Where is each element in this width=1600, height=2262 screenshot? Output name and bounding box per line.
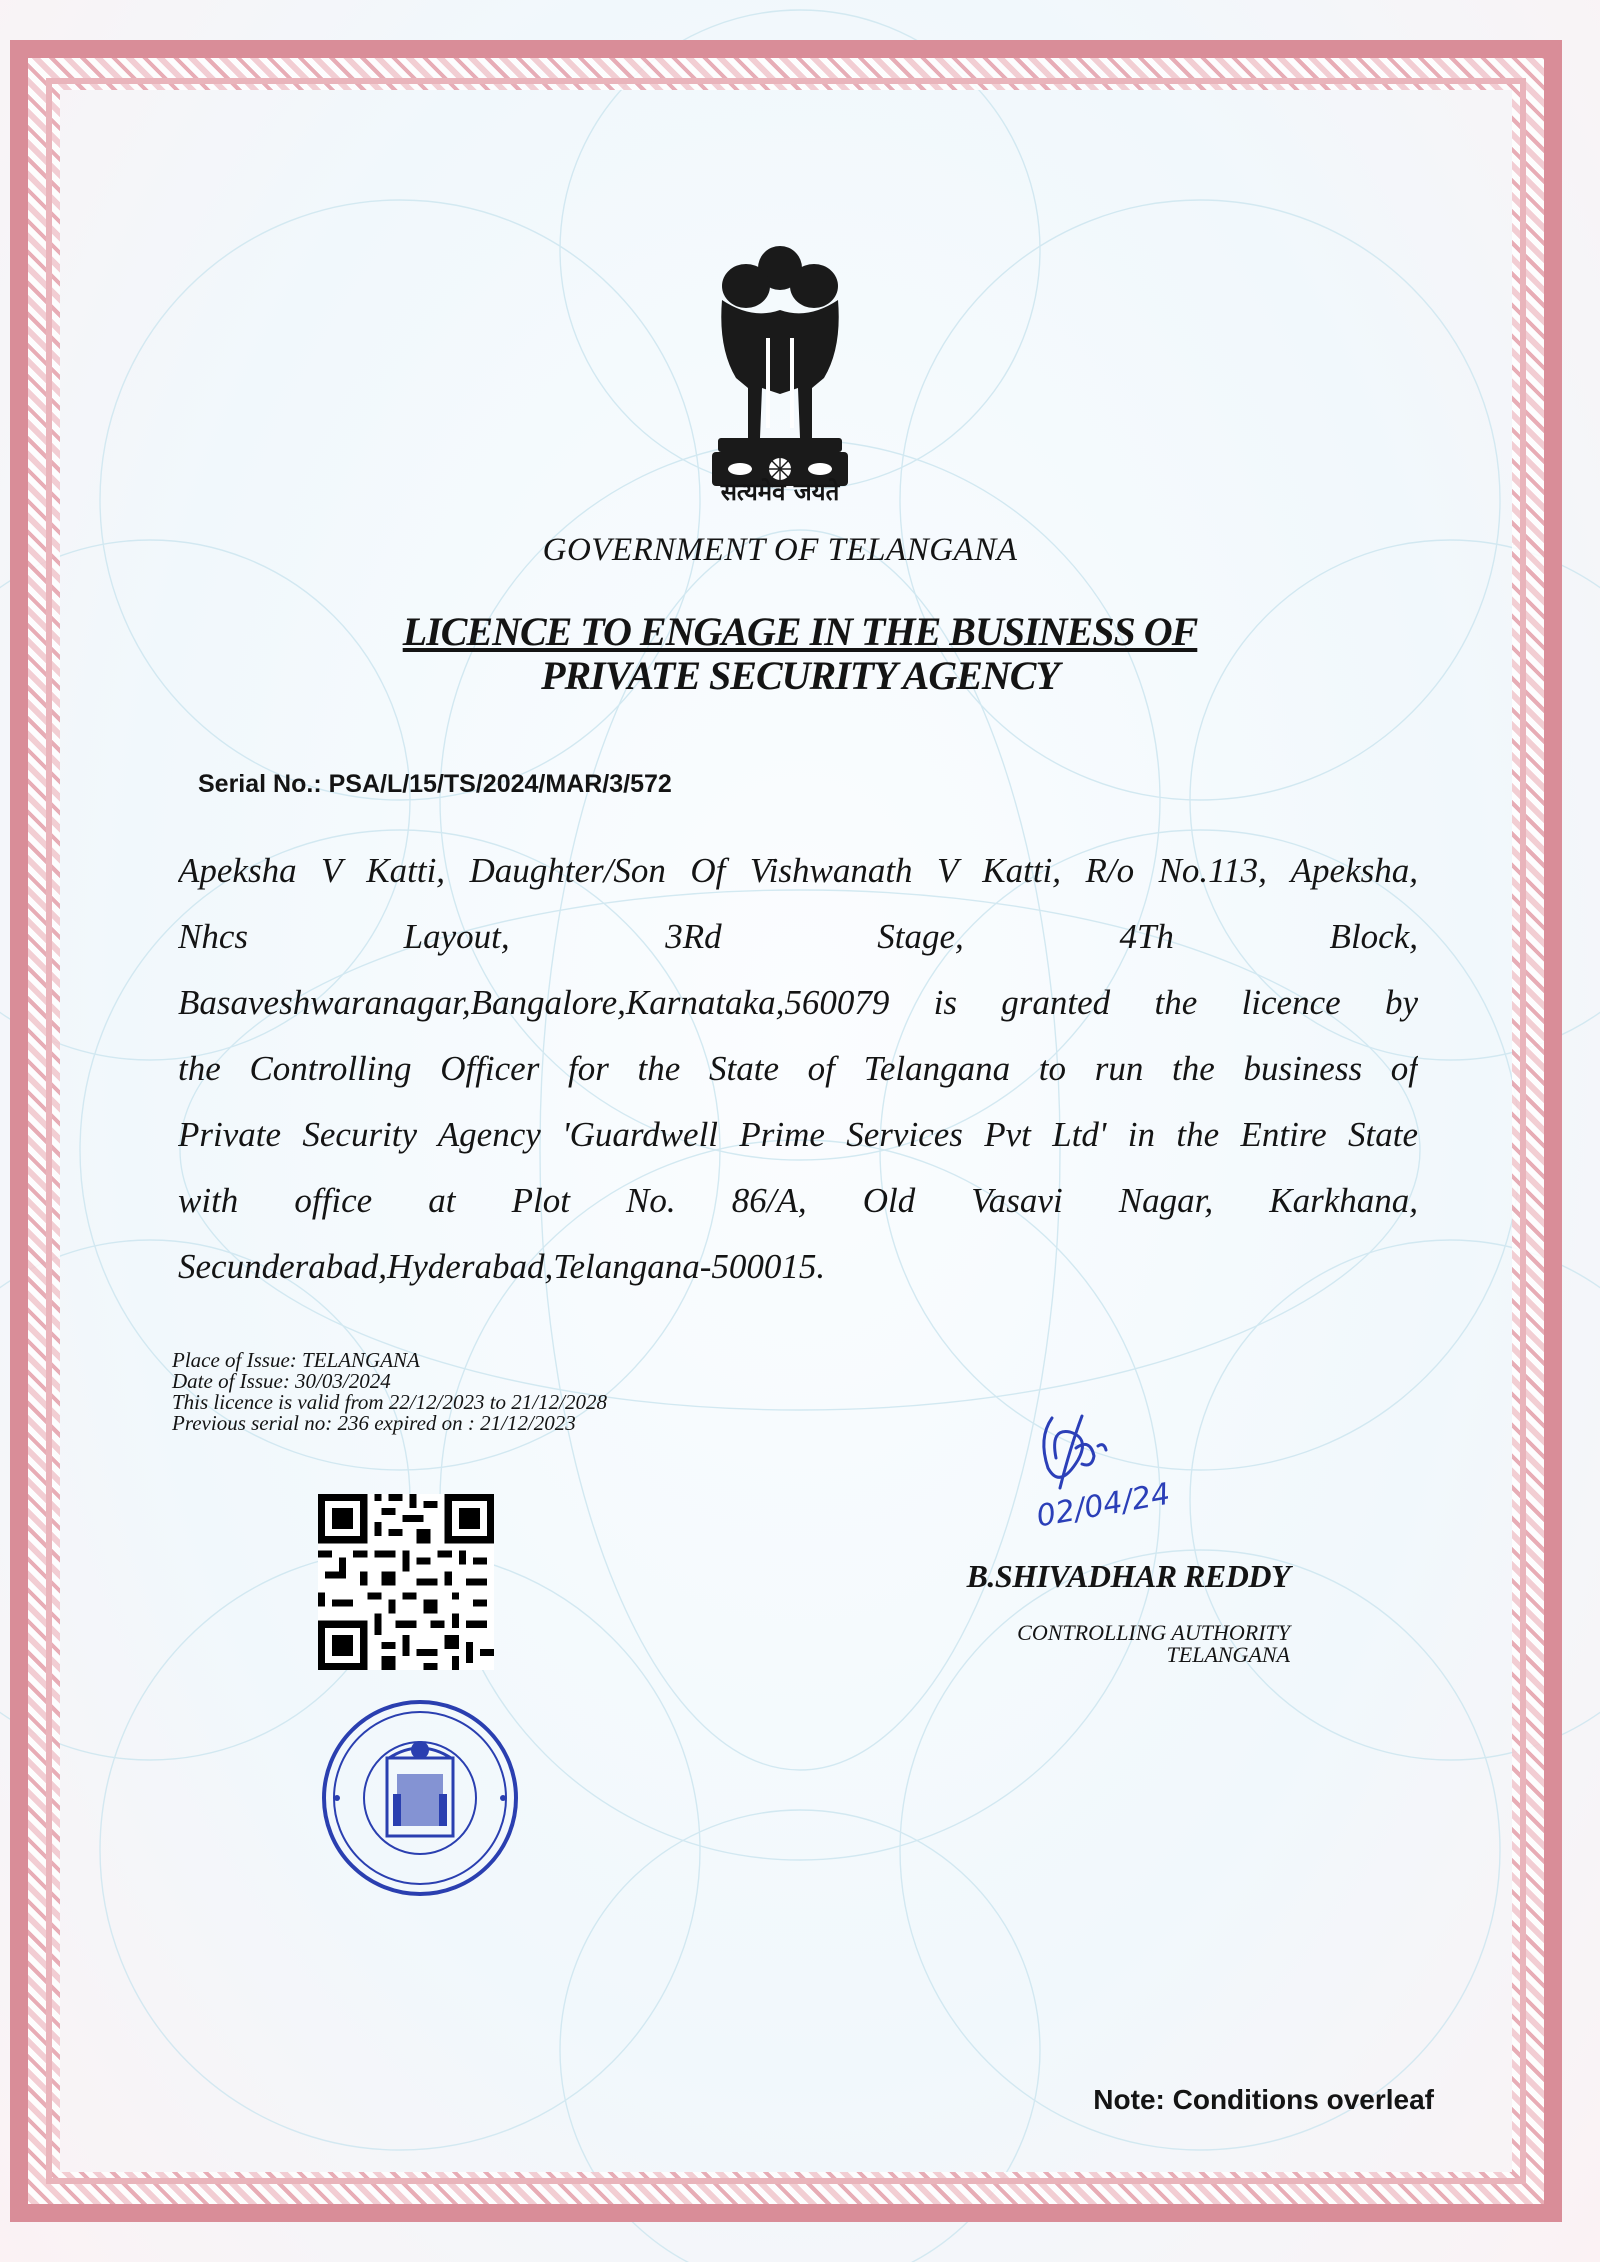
government-seal-icon — [315, 1698, 525, 1926]
signatory-role: CONTROLLING AUTHORITY — [1017, 1620, 1290, 1645]
qr-code-icon — [318, 1494, 494, 1670]
place-of-issue: Place of Issue: TELANGANA — [172, 1348, 420, 1372]
emblem-motto: सत्यमेव जयते — [720, 478, 840, 506]
national-emblem-icon — [688, 238, 872, 508]
serial-number: Serial No.: PSA/L/15/TS/2024/MAR/3/572 — [198, 770, 672, 798]
licence-body — [178, 838, 1418, 1300]
body-line: with office at Plot No. 86/A, Old Vasavi Nagar, Karkhana, — [178, 1181, 1418, 1220]
signatory-name: B.SHIVADHAR REDDY — [966, 1558, 1290, 1594]
previous-serial: Previous serial no: 236 expired on : 21/12/2023 — [172, 1411, 576, 1435]
licence-title-line2: PRIVATE SECURITY AGENCY — [541, 653, 1059, 698]
validity-period: This licence is valid from 22/12/2023 to 21/12/2028 — [172, 1390, 607, 1414]
signatory-designation — [900, 1622, 1290, 1666]
signature-date: 02/04/24 — [1033, 1476, 1173, 1535]
issue-details — [172, 1350, 607, 1434]
body-line: Apeksha V Katti, Daughter/Son Of Vishwanath V Katti, R/o No.113, Apeksha, — [178, 851, 1418, 890]
signatory-state: TELANGANA — [1166, 1642, 1290, 1667]
body-line: Basaveshwaranagar,Bangalore,Karnataka,560079 is granted the licence by — [178, 983, 1418, 1022]
body-line: Secunderabad,Hyderabad,Telangana-500015. — [178, 1247, 826, 1286]
licence-title — [300, 610, 1300, 698]
date-of-issue: Date of Issue: 30/03/2024 — [172, 1369, 391, 1393]
body-line: Nhcs Layout, 3Rd Stage, 4Th Block, — [178, 917, 1418, 956]
government-heading: GOVERNMENT OF TELANGANA — [542, 532, 1018, 568]
conditions-note: Note: Conditions overleaf — [1093, 2084, 1434, 2115]
body-line: the Controlling Officer for the State of Telangana to run the business of — [178, 1049, 1418, 1088]
licence-title-line1: LICENCE TO ENGAGE IN THE BUSINESS OF — [402, 609, 1198, 654]
body-line: Private Security Agency 'Guardwell Prime Services Pvt Ltd' in the Entire State — [178, 1115, 1418, 1154]
